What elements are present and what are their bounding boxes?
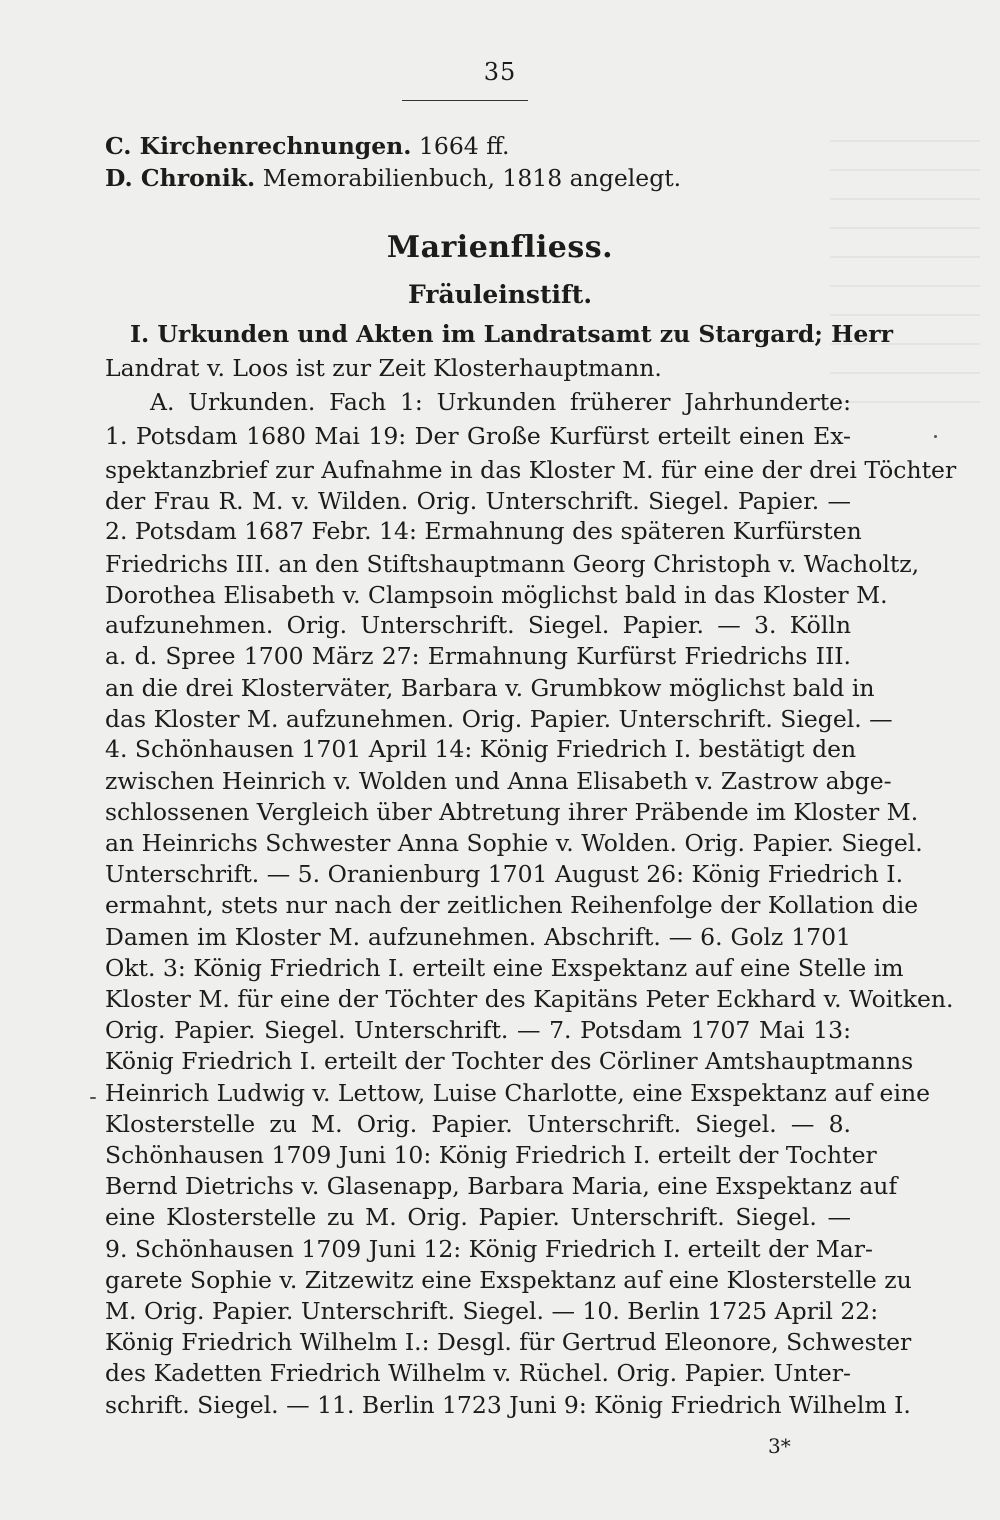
text-line: Landrat v. Loos ist zur Zeit Klosterhauptmann. (105, 354, 662, 382)
text-line: 4. Schönhausen 1701 April 14: König Friedrich I. bestätigt den (105, 735, 857, 763)
section-title: Marienfliess. (386, 230, 614, 265)
text-line: Heinrich Ludwig v. Lettow, Luise Charlotte, eine Exspektanz auf eine (105, 1079, 931, 1107)
section-d-line (105, 160, 851, 196)
signature-mark: 3* (768, 1434, 791, 1458)
text-line: schrift. Siegel. — 11. Berlin 1723 Juni 9: König Friedrich Wilhelm I. (105, 1391, 911, 1419)
text-line: Klosterstelle zu M. Orig. Papier. Unterschrift. Siegel. — 8. (105, 1110, 851, 1138)
text-line: Unterschrift. — 5. Oranienburg 1701 August 26: König Friedrich I. (105, 860, 904, 888)
text-line: Schönhausen 1709 Juni 10: König Friedrich I. erteilt der Tochter (105, 1141, 877, 1169)
text-line: der Frau R. M. v. Wilden. Orig. Unterschrift. Siegel. Papier. — (105, 487, 851, 515)
text-line: aufzunehmen. Orig. Unterschrift. Siegel. Papier. — 3. Kölln (105, 611, 851, 639)
text-line: Dorothea Elisabeth v. Clampsoin möglichst bald in das Kloster M. (105, 581, 888, 609)
speck (90, 1097, 96, 1099)
text-line: 1. Potsdam 1680 Mai 19: Der Große Kurfürst erteilt einen Ex- (105, 422, 851, 450)
section-c-text: 1664 ff. (411, 132, 510, 160)
text-line: I. Urkunden und Akten im Landratsamt zu Stargard; Herr (130, 320, 894, 348)
text-line: M. Orig. Papier. Unterschrift. Siegel. — 10. Berlin 1725 April 22: (105, 1297, 879, 1325)
text-line: des Kadetten Friedrich Wilhelm v. Rüchel. Orig. Papier. Unter- (105, 1359, 851, 1387)
bleed-through-shadow (830, 140, 980, 410)
header-rule (402, 100, 528, 101)
text-line: König Friedrich Wilhelm I.: Desgl. für Gertrud Eleonore, Schwester (105, 1328, 912, 1356)
text-line: an Heinrichs Schwester Anna Sophie v. Wolden. Orig. Papier. Siegel. (105, 829, 923, 857)
page-header (0, 58, 1000, 86)
page-number: 35 (483, 58, 517, 86)
section-d-label: D. Chronik. (105, 164, 256, 192)
text-line: garete Sophie v. Zitzewitz eine Exspektanz auf eine Klosterstelle zu (105, 1266, 912, 1294)
speck (934, 435, 937, 438)
text-line: Bernd Dietrichs v. Glasenapp, Barbara Maria, eine Exspektanz auf (105, 1172, 898, 1200)
text-line: Damen im Kloster M. aufzunehmen. Abschrift. — 6. Golz 1701 (105, 923, 851, 951)
text-line: Okt. 3: König Friedrich I. erteilt eine Exspektanz auf eine Stelle im (105, 954, 904, 982)
section-subtitle: Fräuleinstift. (407, 280, 593, 309)
text-line: König Friedrich I. erteilt der Tochter des Cörliner Amtshauptmanns (105, 1047, 914, 1075)
text-line: A. Urkunden. Fach 1: Urkunden früherer Jahrhunderte: (150, 388, 851, 416)
text-line: 9. Schönhausen 1709 Juni 12: König Friedrich I. erteilt der Mar- (105, 1235, 873, 1263)
text-line: 2. Potsdam 1687 Febr. 14: Ermahnung des späteren Kurfürsten (105, 517, 862, 545)
text-line: ermahnt, stets nur nach der zeitlichen Reihenfolge der Kollation die (105, 891, 919, 919)
text-line: Friedrichs III. an den Stiftshauptmann Georg Christoph v. Wacholtz, (105, 550, 920, 578)
text-line: zwischen Heinrich v. Wolden und Anna Elisabeth v. Zastrow abge- (105, 767, 892, 795)
text-line: an die drei Klosterväter, Barbara v. Grumbkow möglichst bald in (105, 674, 875, 702)
text-line: das Kloster M. aufzunehmen. Orig. Papier. Unterschrift. Siegel. — (105, 705, 893, 733)
text-line: Kloster M. für eine der Töchter des Kapitäns Peter Eckhard v. Woitken. (105, 985, 954, 1013)
text-line: eine Klosterstelle zu M. Orig. Papier. Unterschrift. Siegel. — (105, 1203, 851, 1231)
section-c-label: C. Kirchenrechnungen. (105, 132, 412, 160)
text-line: a. d. Spree 1700 März 27: Ermahnung Kurfürst Friedrichs III. (105, 642, 851, 670)
text-line: Orig. Papier. Siegel. Unterschrift. — 7. Potsdam 1707 Mai 13: (105, 1016, 851, 1044)
section-d-text: Memorabilienbuch, 1818 angelegt. (255, 164, 682, 192)
text-line: schlossenen Vergleich über Abtretung ihrer Präbende im Kloster M. (105, 798, 919, 826)
section-c-line (105, 128, 851, 164)
text-line: spektanzbrief zur Aufnahme in das Kloster M. für eine der drei Töchter (105, 456, 957, 484)
